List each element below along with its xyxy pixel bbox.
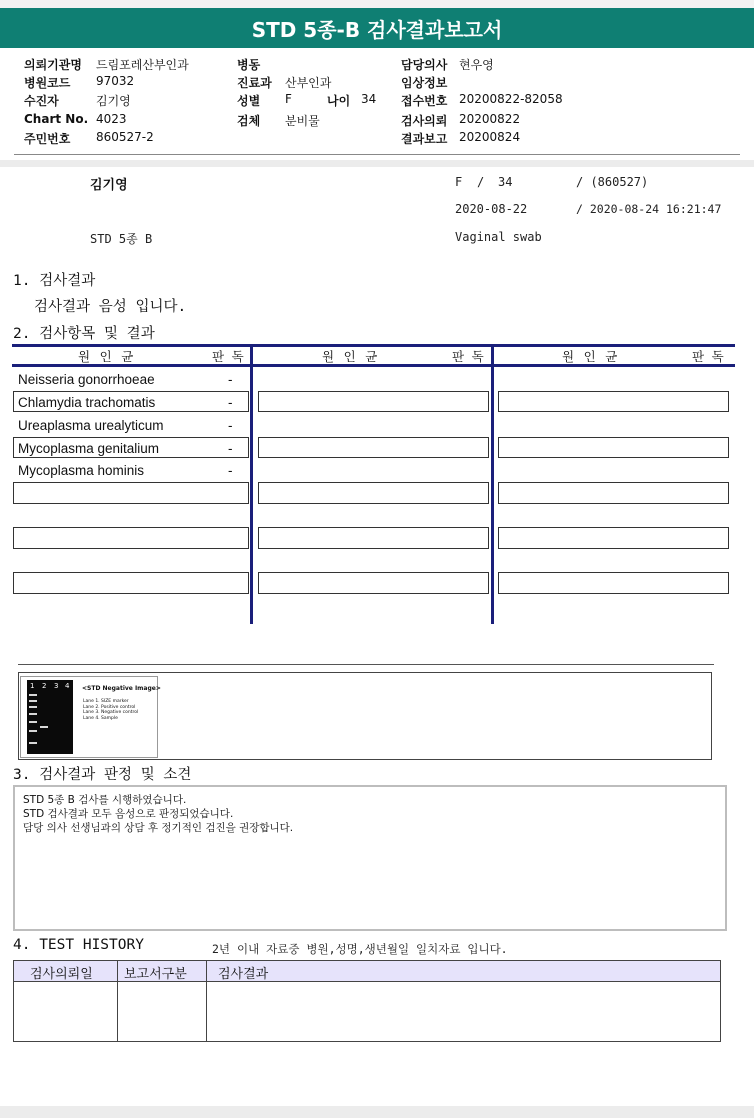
header-value: 4023 [96,112,127,126]
report-title: STD 5종-B 검사결과보고서 [0,8,754,48]
gel-band [29,730,37,732]
organism-name: Mycoplasma hominis [18,463,145,478]
test-name: STD 5종 B [90,232,153,246]
lane-label: 4 [65,682,70,690]
patient-name: 김기영 [90,178,128,193]
organism-name: Neisseria gonorrhoeae [18,372,155,387]
gel-caption-line: Lane 1. SIZE marker [83,699,129,704]
header-label: 접수번호 [401,94,448,108]
header-value: 드림포레산부인과 [96,58,189,72]
header-value: 분비물 [285,114,320,128]
history-col-result: 검사결과 [218,967,269,982]
header-label: 수진자 [24,94,59,108]
organism-name: Ureaplasma urealyticum [18,418,164,433]
header-value: F [285,92,292,106]
history-col-divider [117,960,118,1042]
lane-label: 1 [30,682,35,690]
gel-caption-title: <STD Negative Image> [82,685,161,692]
specimen: Vaginal swab [455,230,542,244]
gel-caption-line: Lane 3. Negative control [83,710,139,715]
table-row [498,482,729,504]
header-value: 20200822-82058 [459,92,563,106]
section1-result: 검사결과 음성 입니다. [34,299,187,315]
history-col-report-type: 보고서구분 [124,967,187,982]
organism-result: - [228,395,233,410]
table-row [258,572,489,594]
lane-label: 2 [42,682,47,690]
table-row [498,437,729,458]
header-col3 [401,56,741,148]
header-value: 860527-2 [96,130,154,144]
header-label: 결과보고 [401,132,448,146]
organism-name: Mycoplasma genitalium [18,441,160,456]
age-label: 나이 [327,94,351,108]
header-label: 담당의사 [401,58,448,72]
gel-photo [27,680,73,754]
header-value: 97032 [96,74,135,88]
history-note: 2년 이내 자료중 병원,성명,생년월일 일치자료 입니다. [212,942,508,956]
gel-band [29,742,37,744]
summary-separator: / [477,175,485,189]
header-col1 [24,56,244,148]
history-right-border [720,981,721,1042]
patient-birth: / (860527) [576,175,649,189]
table-row [13,572,249,594]
header-label: 주민번호 [24,132,71,146]
report-datetime: / 2020-08-24 16:21:47 [576,202,722,216]
gel-caption-line: Lane 2. Positive control [83,704,136,710]
patient-sex: F [455,175,463,189]
header-label: 임상정보 [401,76,448,90]
gel-band [29,721,37,723]
col-organism-header: 원 인 균 [78,349,134,364]
col-organism-header: 원 인 균 [562,349,618,364]
header-label: 검사의뢰 [401,114,448,128]
col-judgement-header: 판 독 [452,349,484,364]
opinion-text [23,793,293,835]
col-judgement-header: 판 독 [212,349,244,364]
col-judgement-header: 판 독 [692,349,724,364]
table-row [258,391,489,412]
header-value: 산부인과 [285,76,332,90]
header-label: Chart No. [24,112,89,126]
header-value: 20200822 [459,112,521,126]
gel-band [40,726,48,728]
gel-band [29,694,37,696]
header-label: 의뢰기관명 [24,58,82,72]
opinion-line: STD 검사결과 모두 음성으로 판정되었습니다. [23,808,234,820]
history-bottom-border [13,1041,721,1042]
table-row [13,527,249,549]
footer-strip [0,1106,754,1118]
section1-title: 1. 검사결과 [13,273,96,289]
header-value: 김기영 [96,94,131,108]
table-col-divider-2 [491,344,494,624]
organism-result: - [228,441,233,456]
top-strip [0,0,754,8]
header-label: 병동 [237,58,261,72]
table-row [498,527,729,549]
opinion-line: 담당 의사 선생님과의 상담 후 정기적인 검진을 권장합니다. [23,822,294,834]
organism-result: - [228,463,233,478]
gel-band [29,700,37,702]
table-row [13,482,249,504]
table-row [258,482,489,504]
organism-name: Chlamydia trachomatis [18,395,156,410]
gel-caption-line: Lane 4. Sample [83,715,118,721]
table-row [498,391,729,412]
history-col-request-date: 검사의뢰일 [30,967,93,982]
header-label: 성별 [237,94,261,108]
table-row [498,572,729,594]
history-left-border [13,981,14,1042]
section2-title: 2. 검사항목 및 결과 [13,326,155,342]
section3-title: 3. 검사결과 판정 및 소견 [13,767,192,783]
organism-result: - [228,418,233,433]
header-divider [14,154,740,155]
table-row [258,527,489,549]
age-value: 34 [361,92,377,106]
section4-title: 4. TEST HISTORY [13,937,144,953]
request-date: 2020-08-22 [455,202,528,216]
gel-band [29,706,37,708]
col-organism-header: 원 인 균 [322,349,378,364]
history-header [13,960,721,982]
header-col2 [237,56,397,130]
header-shadow [0,160,754,167]
history-col-divider [206,960,207,1042]
header-label: 진료과 [237,76,272,90]
table-col-divider-1 [250,344,253,624]
table-row [258,437,489,458]
patient-age: 34 [498,175,513,189]
lane-label: 3 [54,682,59,690]
gel-caption [83,699,138,721]
header-label: 병원코드 [24,76,71,90]
header-label: 검체 [237,114,261,128]
gel-band [29,713,37,715]
gel-divider [18,664,714,665]
organism-result: - [228,372,233,387]
header-value: 현우영 [459,58,494,72]
header-value: 20200824 [459,130,521,144]
opinion-line: STD 5종 B 검사를 시행하였습니다. [23,794,187,806]
